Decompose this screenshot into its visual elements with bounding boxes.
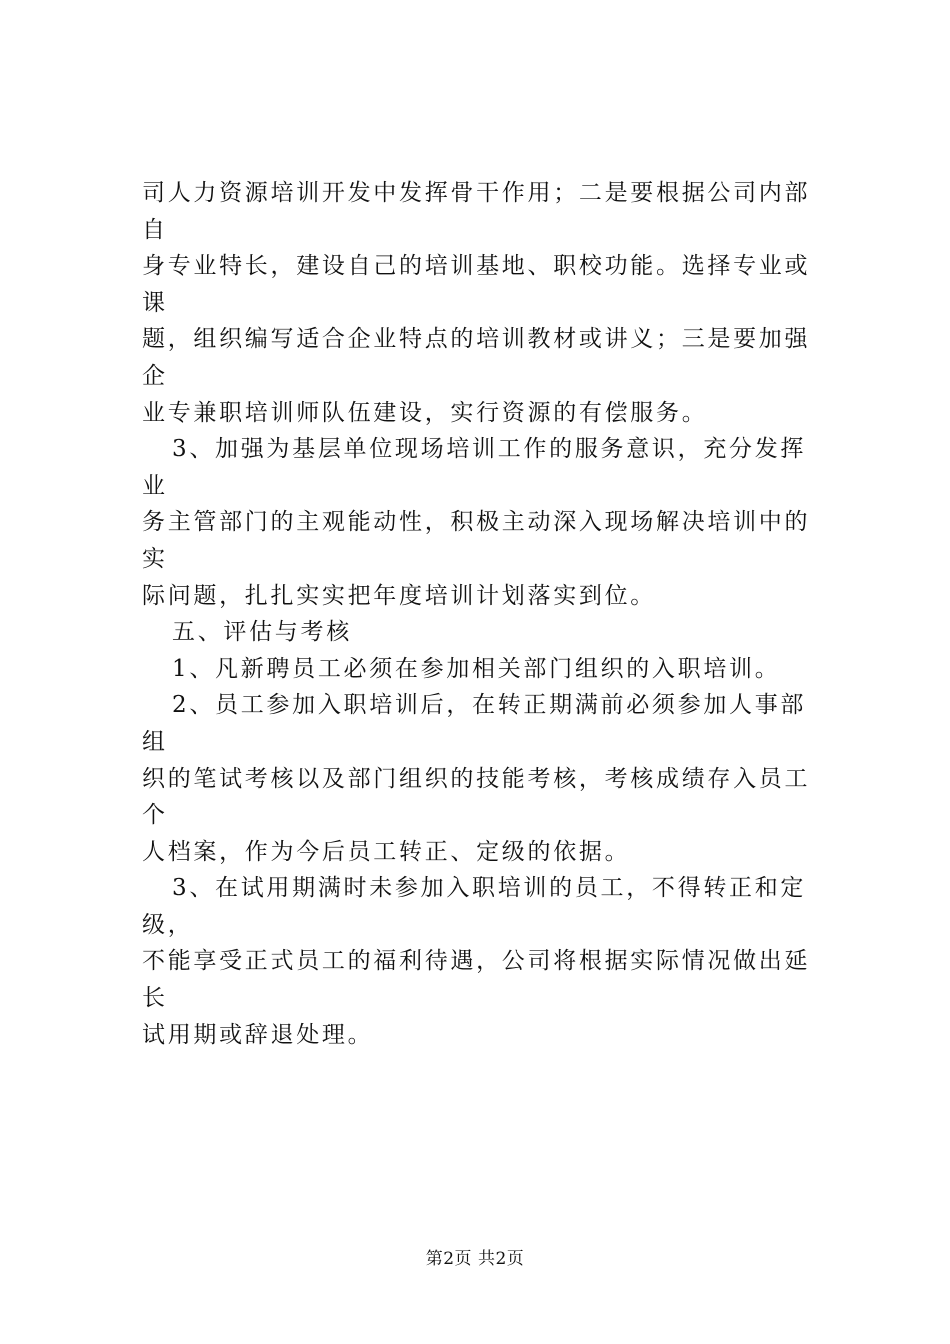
paragraph-start-line: 1、凡新聘员工必须在参加相关部门组织的入职培训。: [172, 655, 781, 682]
text-line: 织的笔试考核以及部门组织的技能考核，考核成绩存入员工个: [142, 765, 811, 829]
paragraph-start-line: 3、加强为基层单位现场培训工作的服务意识，充分发挥业: [142, 436, 807, 499]
text-line: 业专兼职培训师队伍建设，实行资源的有偿服务。: [142, 399, 708, 426]
text-line: 身专业特长，建设自己的培训基地、职校功能。选择专业或课: [142, 253, 811, 316]
text-line: 务主管部门的主观能动性，积极主动深入现场解决培训中的实: [142, 509, 811, 572]
text-line: 际问题，扎扎实实把年度培训计划落实到位。: [142, 582, 656, 609]
text-line: 不能享受正式员工的福利待遇，公司将根据实际情况做出延长: [142, 948, 811, 1012]
paragraph-start-line: 2、员工参加入职培训后，在转正期满前必须参加人事部组: [142, 692, 807, 755]
paragraph-start-line: 3、在试用期满时未参加入职培训的员工，不得转正和定级，: [142, 875, 807, 938]
text-line: 司人力资源培训开发中发挥骨干作用；二是要根据公司内部自: [142, 180, 811, 243]
section-heading: 五、评估与考核: [172, 619, 352, 646]
text-line: 题，组织编写适合企业特点的培训教材或讲义；三是要加强企: [142, 326, 811, 389]
text-line: 试用期或辞退处理。: [142, 1021, 374, 1048]
page-number-footer: 第2页 共2页: [425, 1249, 525, 1269]
document-body: [142, 175, 822, 1053]
text-line: 人档案，作为今后员工转正、定级的依据。: [142, 838, 631, 865]
